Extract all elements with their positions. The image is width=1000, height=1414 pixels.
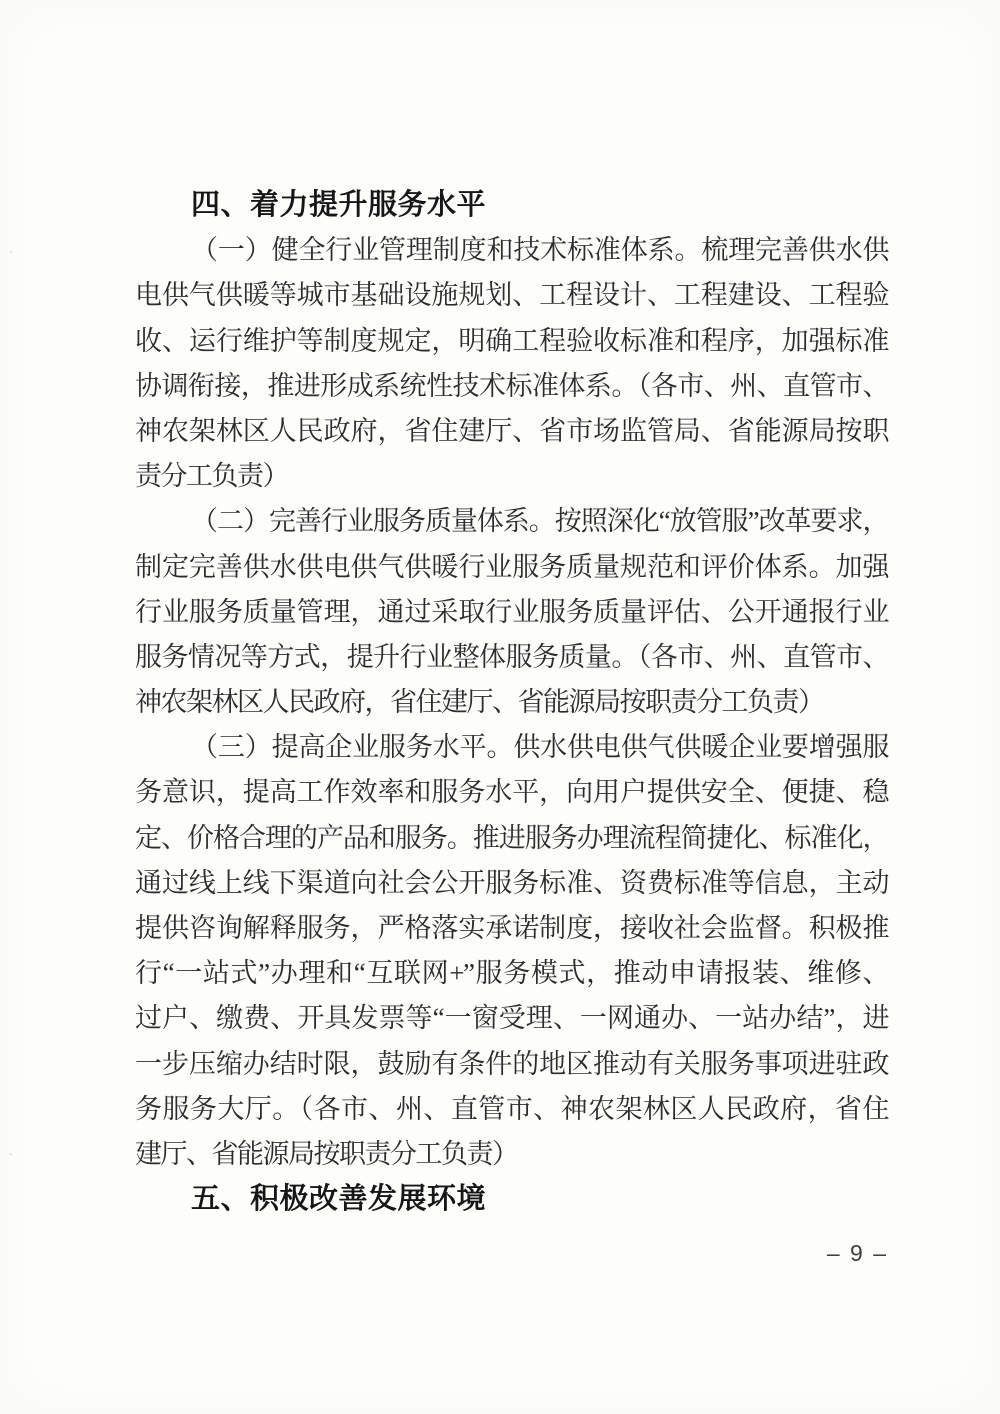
section-heading-4: 四、着力提升服务水平 bbox=[191, 189, 487, 221]
paragraph-2-line: 神农架林区人民政府，省住建厅、省能源局按职责分工负责） bbox=[135, 687, 824, 718]
paragraph-1-line: 协调衔接，推进形成系统性技术标准体系。（各市、州、直管市、 bbox=[135, 370, 888, 401]
paragraph-1-line: 神农架林区人民政府，省住建厅、省市场监管局、省能源局按职 bbox=[135, 415, 888, 446]
paragraph-3-line: 提供咨询解释服务，严格落实承诺制度，接收社会监督。积极推 bbox=[135, 913, 888, 943]
paragraph-3-line: 务意识，提高工作效率和服务水平，向用户提供安全、便捷、稳 bbox=[135, 777, 888, 808]
paragraph-3-line: 建厅、省能源局按职责分工负责） bbox=[135, 1138, 518, 1169]
paragraph-1-line: 电供气供暖等城市基础设施规划、工程设计、工程建设、工程验 bbox=[135, 280, 888, 311]
paragraph-3-line: 行“一站式”办理和“互联网+”服务模式，推动申请报装、维修、 bbox=[135, 958, 888, 989]
paragraph-3-line: 一步压缩办结时限，鼓励有条件的地区推动有关服务事项进驻政 bbox=[135, 1048, 888, 1079]
scan-artifact bbox=[5, 249, 20, 267]
paragraph-1-line: （一）健全行业管理制度和技术标准体系。梳理完善供水供 bbox=[191, 235, 888, 266]
paragraph-2-line: （二）完善行业服务质量体系。按照深化“放管服”改革要求， bbox=[191, 506, 888, 537]
document-body bbox=[135, 183, 888, 1222]
paragraph-2-line: 行业服务质量管理，通过采取行业服务质量评估、公开通报行业 bbox=[135, 596, 888, 627]
paragraph-3-line: 过户、缴费、开具发票等“一窗受理、一网通办、一站办结”，进 bbox=[135, 1003, 888, 1034]
paragraph-3-line: 定、价格合理的产品和服务。推进服务办理流程简捷化、标准化， bbox=[135, 822, 888, 853]
paragraph-3-line: 务服务大厅。（各市、州、直管市、神农架林区人民政府，省住 bbox=[135, 1093, 888, 1124]
paragraph-1-line: 责分工负责） bbox=[135, 461, 288, 492]
section-heading-5: 五、积极改善发展环境 bbox=[191, 1183, 487, 1216]
paragraph-2-line: 制定完善供水供电供气供暖行业服务质量规范和评价体系。加强 bbox=[135, 551, 888, 582]
scan-artifact bbox=[6, 1151, 20, 1169]
paragraph-2-line: 服务情况等方式，提升行业整体服务质量。（各市、州、直管市、 bbox=[135, 641, 888, 672]
paragraph-1-line: 收、运行维护等制度规定，明确工程验收标准和程序，加强标准 bbox=[135, 325, 888, 356]
paragraph-3-line: （三）提高企业服务水平。供水供电供气供暖企业要增强服 bbox=[191, 732, 888, 763]
paragraph-3-line: 通过线上线下渠道向社会公开服务标准、资费标准等信息，主动 bbox=[135, 867, 888, 898]
page-number: – 9 – bbox=[826, 1240, 888, 1266]
